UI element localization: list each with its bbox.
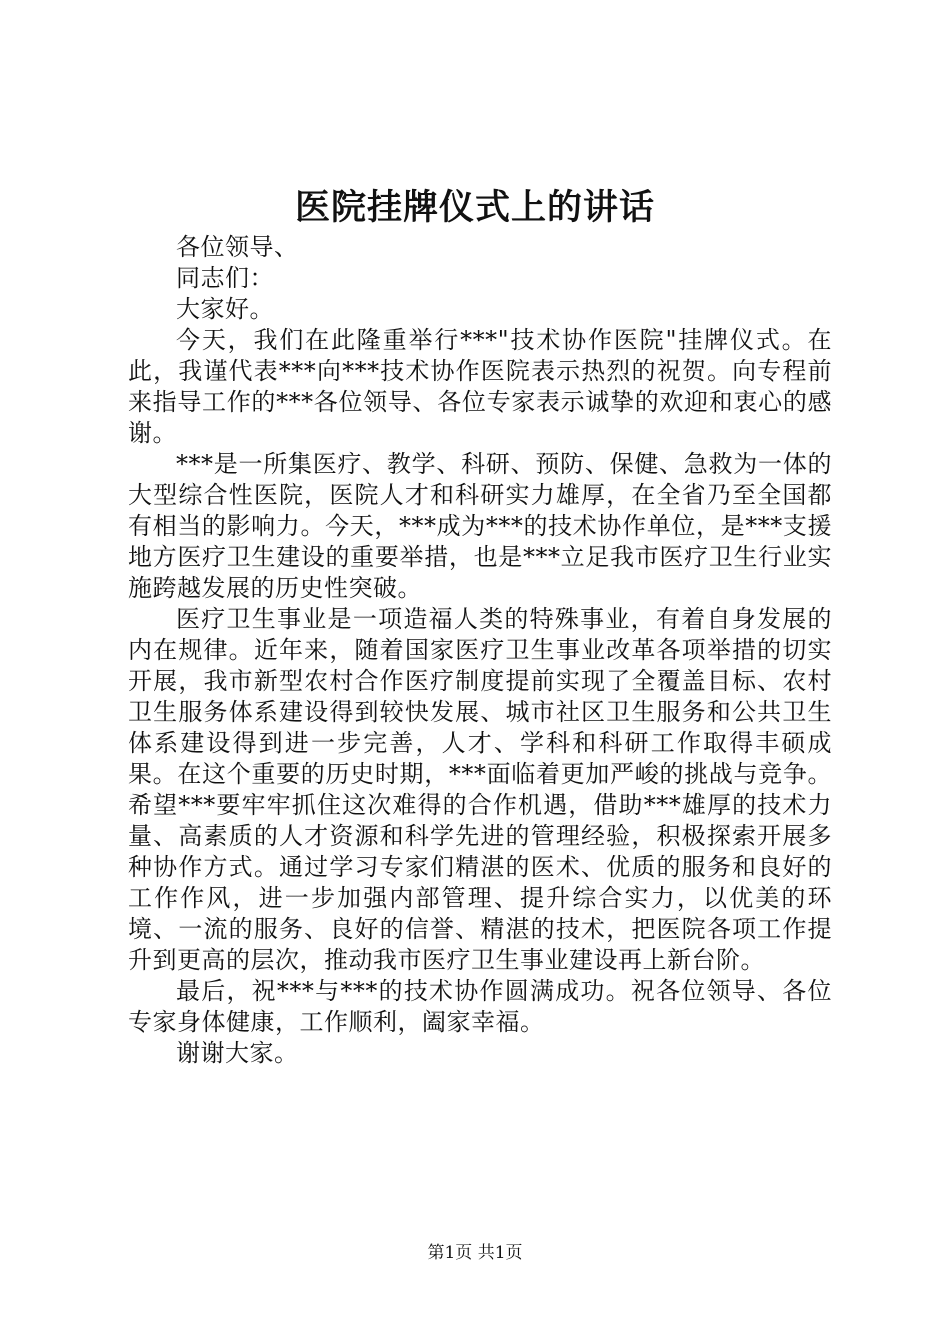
paragraph-hospital-intro: ***是一所集医疗、教学、科研、预防、保健、急救为一体的大型综合性医院，医院人才和科研实力雄厚，在全省乃至全国都有相当的影响力。今天，***成为***的技术协作单位，是***支援地方医疗卫生建设的重要举措，也是***立足我市医疗卫生行业实施跨越发展的历史性突破。 bbox=[128, 450, 832, 602]
salutation-leaders: 各位领导、 bbox=[176, 233, 299, 261]
document-title: 医院挂牌仪式上的讲话 bbox=[294, 187, 655, 228]
document-body bbox=[128, 232, 832, 1069]
salutation-comrades: 同志们： bbox=[176, 264, 274, 292]
greeting: 大家好。 bbox=[176, 295, 274, 323]
page-footer: 第1页 共1页 bbox=[427, 1243, 523, 1263]
paragraph-closing-wishes: 最后，祝***与***的技术协作圆满成功。祝各位领导、各位专家身体健康，工作顺利，阖家幸福。 bbox=[128, 977, 832, 1036]
paragraph-thanks: 谢谢大家。 bbox=[176, 1039, 299, 1067]
paragraph-opening: 今天，我们在此隆重举行***"技术协作医院"挂牌仪式。在此，我谨代表***向***技术协作医院表示热烈的祝贺。向专程前来指导工作的***各位领导、各位专家表示诚挚的欢迎和衷心的感谢。 bbox=[128, 326, 832, 447]
paragraph-development: 医疗卫生事业是一项造福人类的特殊事业，有着自身发展的内在规律。近年来，随着国家医疗卫生事业改革各项举措的切实开展，我市新型农村合作医疗制度提前实现了全覆盖目标、农村卫生服务体系建设得到较快发展、城市社区卫生服务和公共卫生体系建设得到进一步完善，人才、学科和科研工作取得丰硕成果。在这个重要的历史时期，***面临着更加严峻的挑战与竞争。希望***要牢牢抓住这次难得的合作机遇，借助***雄厚的技术力量、高素质的人才资源和科学先进的管理经验，积极探索开展多种协作方式。通过学习专家们精湛的医术、优质的服务和良好的工作作风，进一步加强内部管理、提升综合实力，以优美的环境、一流的服务、良好的信誉、精湛的技术，把医院各项工作提升到更高的层次，推动我市医疗卫生事业建设再上新台阶。 bbox=[128, 605, 832, 974]
